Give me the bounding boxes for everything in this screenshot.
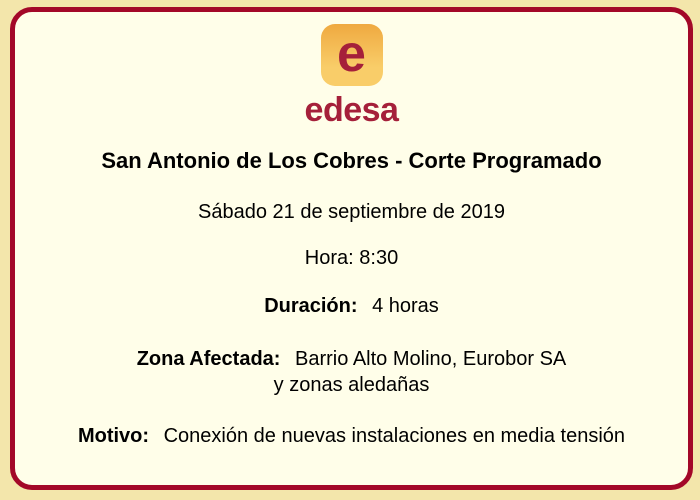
time-value: 8:30 [359, 247, 399, 269]
edesa-letter-e: e [337, 24, 366, 83]
duration-value: 4 horas [372, 295, 439, 317]
notice-duration [15, 294, 688, 318]
reason-label: Motivo: [77, 425, 150, 447]
notice-time [15, 246, 688, 270]
notice-reason [15, 424, 688, 448]
duration-label: Duración: [264, 295, 358, 317]
edesa-logo-icon [321, 24, 383, 86]
notice-card [10, 7, 693, 490]
zone-value-line2: y zonas aledañas [273, 374, 430, 396]
time-label: Hora: [304, 247, 354, 269]
notice-date: Sábado 21 de septiembre de 2019 [198, 201, 505, 223]
notice-title: San Antonio de Los Cobres - Corte Programado [101, 148, 602, 173]
zone-label: Zona Afectada: [136, 348, 281, 370]
edesa-wordmark: edesa [304, 91, 399, 129]
zone-value-line1: Barrio Alto Molino, Eurobor SA [295, 348, 567, 370]
reason-value: Conexión de nuevas instalaciones en media tensión [163, 425, 626, 447]
notice-affected-zone [15, 346, 688, 398]
